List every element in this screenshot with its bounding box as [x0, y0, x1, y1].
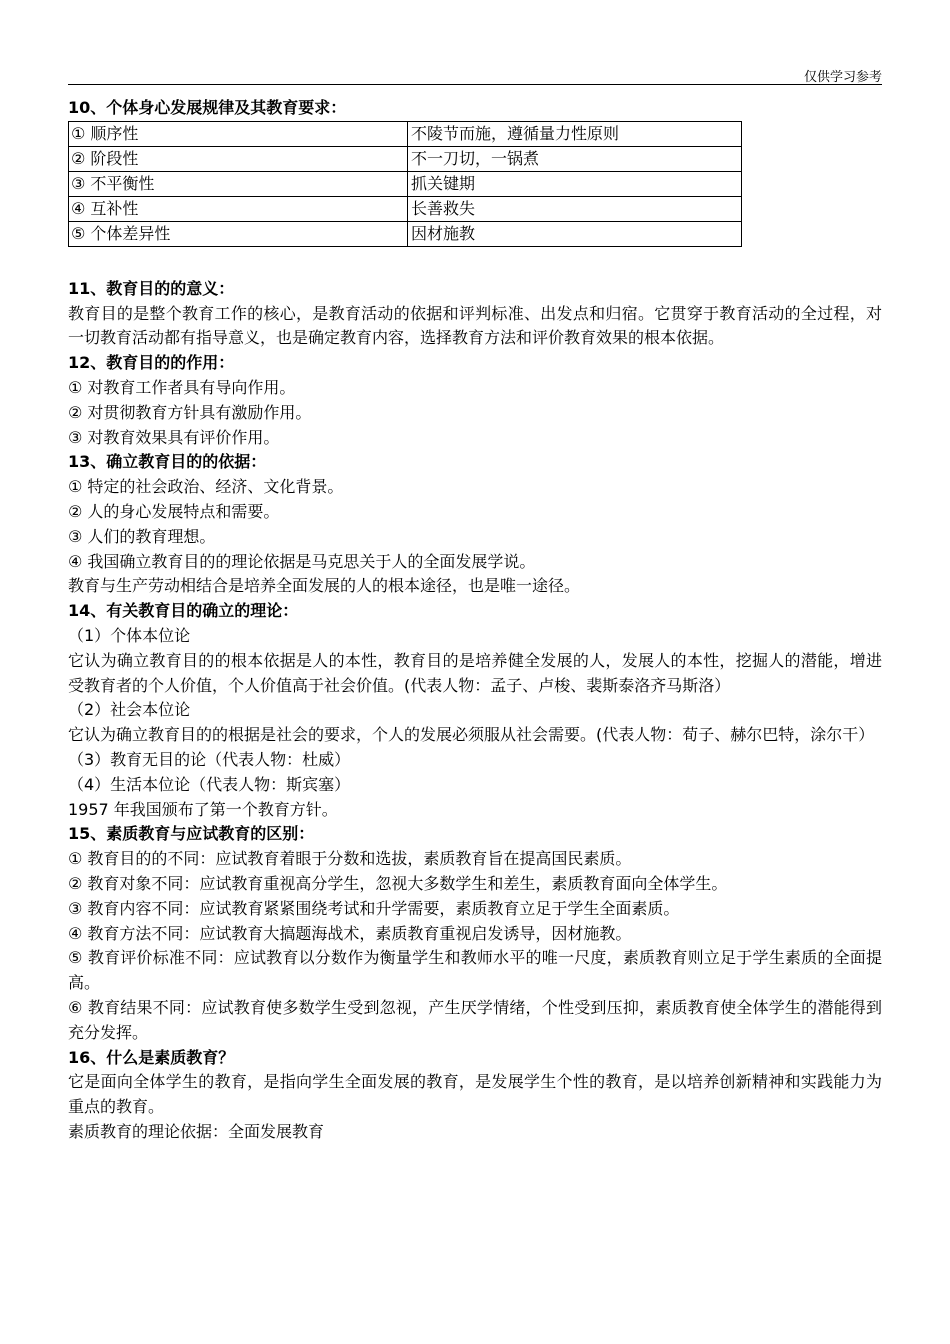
theory-2-paragraph: 它认为确立教育目的的根据是社会的要求，个人的发展必须服从社会需要。(代表人物：荀子、赫尔巴特，涂尔干） [68, 725, 875, 745]
rule-cell: ① 顺序性 [69, 121, 408, 146]
table-row [69, 171, 742, 196]
theory-4-title: （4）生活本位论（代表人物：斯宾塞） [68, 774, 351, 794]
list-item: ① 对教育工作者具有导向作用。 [68, 377, 296, 397]
list-item: ① 特定的社会政治、经济、文化背景。 [68, 477, 344, 497]
section-14-title: 14、有关教育目的确立的理论： [68, 601, 299, 621]
requirement-cell: 因材施教 [408, 221, 742, 246]
list-item: ④ 我国确立教育目的的理论依据是马克思关于人的全面发展学说。 [68, 551, 536, 571]
rule-cell: ② 阶段性 [69, 146, 408, 171]
section-16-paragraph: 它是面向全体学生的教育，是指向学生全面发展的教育，是发展学生个性的教育，是以培养创新精神和实践能力为重点的教育。 [68, 1072, 882, 1117]
section-16-note: 素质教育的理论依据：全面发展教育 [68, 1121, 325, 1141]
rule-cell: ④ 互补性 [69, 196, 408, 221]
rule-cell: ③ 不平衡性 [69, 171, 408, 196]
header-text: 仅供学习参考 [803, 70, 882, 85]
section-10-title: 10、个体身心发展规律及其教育要求： [68, 98, 347, 117]
table-row [69, 221, 742, 246]
table-row [69, 146, 742, 171]
section-13-note: 教育与生产劳动相结合是培养全面发展的人的根本途径，也是唯一途径。 [68, 576, 581, 596]
rule-cell: ⑤ 个体差异性 [69, 221, 408, 246]
list-item: ③ 人们的教育理想。 [68, 526, 216, 546]
theory-1-title: （1）个体本位论 [68, 625, 191, 645]
requirement-cell: 不陵节而施，遵循量力性原则 [408, 121, 742, 146]
list-item: ④ 教育方法不同：应试教育大搞题海战术，素质教育重视启发诱导，因材施教。 [68, 923, 632, 943]
table-row [69, 121, 742, 146]
list-item: ① 教育目的的不同：应试教育着眼于分数和选拔，素质教育旨在提高国民素质。 [68, 849, 632, 869]
list-item: ② 人的身心发展特点和需要。 [68, 501, 280, 521]
section-11-title: 11、教育目的的意义： [68, 278, 235, 298]
section-14-note: 1957 年我国颁布了第一个教育方针。 [68, 799, 338, 819]
list-item: ② 对贯彻教育方针具有激励作用。 [68, 402, 312, 422]
section-16-title: 16、什么是素质教育？ [68, 1047, 235, 1067]
section-15-title: 15、素质教育与应试教育的区别： [68, 824, 315, 844]
requirement-cell: 不一刀切，一锅煮 [408, 146, 742, 171]
requirement-cell: 抓关键期 [408, 171, 742, 196]
theory-1-paragraph: 它认为确立教育目的的根本依据是人的本性，教育目的是培养健全发展的人，发展人的本性，挖掘人的潜能，增进受教育者的个人价值，个人价值高于社会价值。(代表人物：孟子、卢梭、裴斯泰洛齐马斯洛） [68, 650, 882, 695]
list-item: ③ 教育内容不同：应试教育紧紧围绕考试和升学需要，素质教育立足于学生全面素质。 [68, 898, 680, 918]
section-12-title: 12、教育目的的作用： [68, 353, 235, 373]
list-item: ③ 对教育效果具有评价作用。 [68, 427, 280, 447]
section-13-title: 13、确立教育目的的依据： [68, 452, 267, 472]
development-rules-table [68, 121, 742, 247]
list-item: ⑤ 教育评价标准不同：应试教育以分数作为衡量学生和教师水平的唯一尺度，素质教育则立足于学生素质的全面提高。 [68, 948, 882, 993]
table-row [69, 196, 742, 221]
page-header [68, 64, 882, 85]
list-item: ② 教育对象不同：应试教育重视高分学生，忽视大多数学生和差生，素质教育面向全体学生。 [68, 873, 728, 893]
list-item: ⑥ 教育结果不同：应试教育使多数学生受到忽视，产生厌学情绪，个性受到压抑，素质教育使全体学生的潜能得到充分发挥。 [68, 997, 882, 1042]
requirement-cell: 长善救失 [408, 196, 742, 221]
theory-3-title: （3）教育无目的论（代表人物：杜威） [68, 749, 351, 769]
section-11-paragraph: 教育目的是整个教育工作的核心，是教育活动的依据和评判标准、出发点和归宿。它贯穿于教育活动的全过程，对一切教育活动都有指导意义，也是确定教育内容，选择教育方法和评价教育效果的根本依据。 [68, 303, 882, 348]
theory-2-title: （2）社会本位论 [68, 700, 191, 720]
document-body [68, 96, 882, 1145]
